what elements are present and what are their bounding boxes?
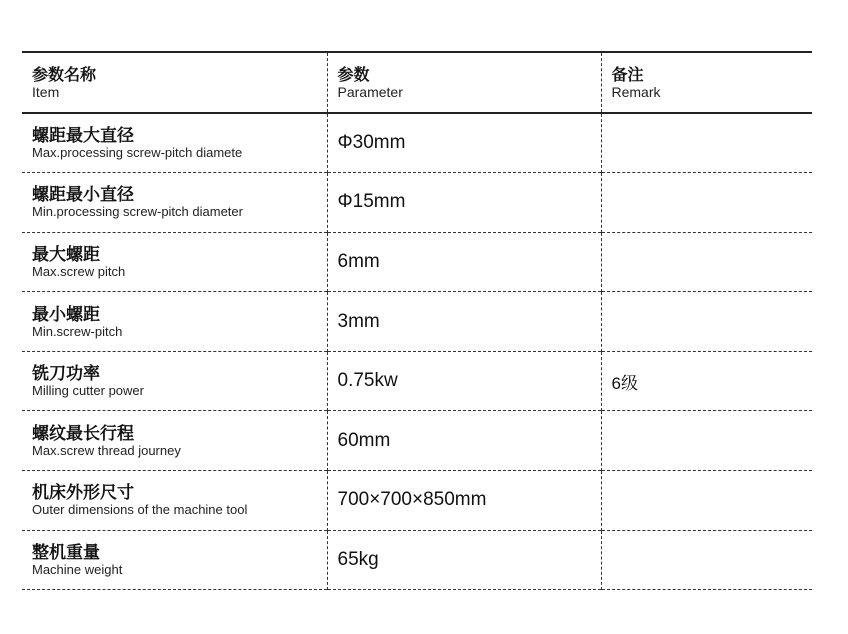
item-name-en: Machine weight bbox=[32, 561, 123, 577]
remark-cell bbox=[601, 530, 812, 590]
remark-cell bbox=[601, 173, 812, 233]
item-cell bbox=[22, 471, 327, 531]
table-row bbox=[22, 351, 812, 411]
parameter-value: 3mm bbox=[337, 310, 380, 332]
table-body bbox=[22, 113, 812, 590]
item-name-en: Outer dimensions of the machine tool bbox=[32, 502, 248, 518]
item-name-cn: 螺纹最长行程 bbox=[32, 423, 134, 443]
item-cell bbox=[22, 292, 327, 352]
remark-cell bbox=[601, 232, 812, 292]
header-item bbox=[22, 52, 327, 113]
table-row bbox=[22, 113, 812, 173]
header-remark bbox=[601, 52, 812, 113]
item-cell bbox=[22, 232, 327, 292]
value-cell bbox=[327, 471, 601, 531]
item-name-en: Milling cutter power bbox=[32, 383, 144, 399]
header-item-en: Item bbox=[32, 83, 60, 100]
parameter-value: 60mm bbox=[337, 429, 391, 451]
remark-value: 6级 bbox=[611, 373, 638, 393]
table-row bbox=[22, 471, 812, 531]
item-name-cn: 最大螺距 bbox=[32, 244, 100, 264]
item-name-en: Min.processing screw-pitch diameter bbox=[32, 204, 243, 220]
item-cell bbox=[22, 351, 327, 411]
parameter-value: 700×700×850mm bbox=[337, 489, 487, 511]
item-cell bbox=[22, 113, 327, 173]
item-name-cn: 机床外形尺寸 bbox=[32, 483, 134, 503]
value-cell bbox=[327, 530, 601, 590]
table-row bbox=[22, 411, 812, 471]
spec-table bbox=[22, 51, 812, 590]
item-cell bbox=[22, 530, 327, 590]
value-cell bbox=[327, 113, 601, 173]
item-name-cn: 螺距最大直径 bbox=[32, 126, 134, 146]
table-header bbox=[22, 52, 812, 113]
item-name-en: Max.screw pitch bbox=[32, 263, 126, 279]
value-cell bbox=[327, 173, 601, 233]
item-cell bbox=[22, 173, 327, 233]
item-name-en: Max.screw thread journey bbox=[32, 442, 181, 458]
table-row bbox=[22, 292, 812, 352]
remark-cell bbox=[601, 471, 812, 531]
value-cell bbox=[327, 232, 601, 292]
value-cell bbox=[327, 292, 601, 352]
parameter-value: Φ30mm bbox=[337, 132, 406, 154]
item-name-en: Max.processing screw-pitch diamete bbox=[32, 145, 243, 161]
parameter-value: 65kg bbox=[337, 548, 379, 570]
header-parameter bbox=[327, 52, 601, 113]
item-name-cn: 螺距最小直径 bbox=[32, 185, 134, 205]
value-cell bbox=[327, 351, 601, 411]
item-name-cn: 整机重量 bbox=[32, 542, 100, 562]
remark-cell bbox=[601, 351, 812, 411]
header-remark-cn: 备注 bbox=[611, 66, 644, 84]
item-name-cn: 最小螺距 bbox=[32, 304, 100, 324]
table-row bbox=[22, 173, 812, 233]
remark-cell bbox=[601, 113, 812, 173]
table-row bbox=[22, 530, 812, 590]
item-cell bbox=[22, 411, 327, 471]
parameter-value: 6mm bbox=[337, 250, 380, 272]
header-parameter-en: Parameter bbox=[337, 83, 403, 100]
item-name-en: Min.screw-pitch bbox=[32, 323, 123, 339]
parameter-value: 0.75kw bbox=[337, 370, 398, 392]
header-row bbox=[22, 52, 812, 113]
header-remark-en: Remark bbox=[611, 83, 661, 100]
header-parameter-cn: 参数 bbox=[337, 66, 370, 84]
remark-cell bbox=[601, 411, 812, 471]
parameter-value: Φ15mm bbox=[337, 191, 406, 213]
table-row bbox=[22, 232, 812, 292]
remark-cell bbox=[601, 292, 812, 352]
item-name-cn: 铣刀功率 bbox=[32, 364, 100, 384]
header-item-cn: 参数名称 bbox=[32, 66, 97, 84]
value-cell bbox=[327, 411, 601, 471]
